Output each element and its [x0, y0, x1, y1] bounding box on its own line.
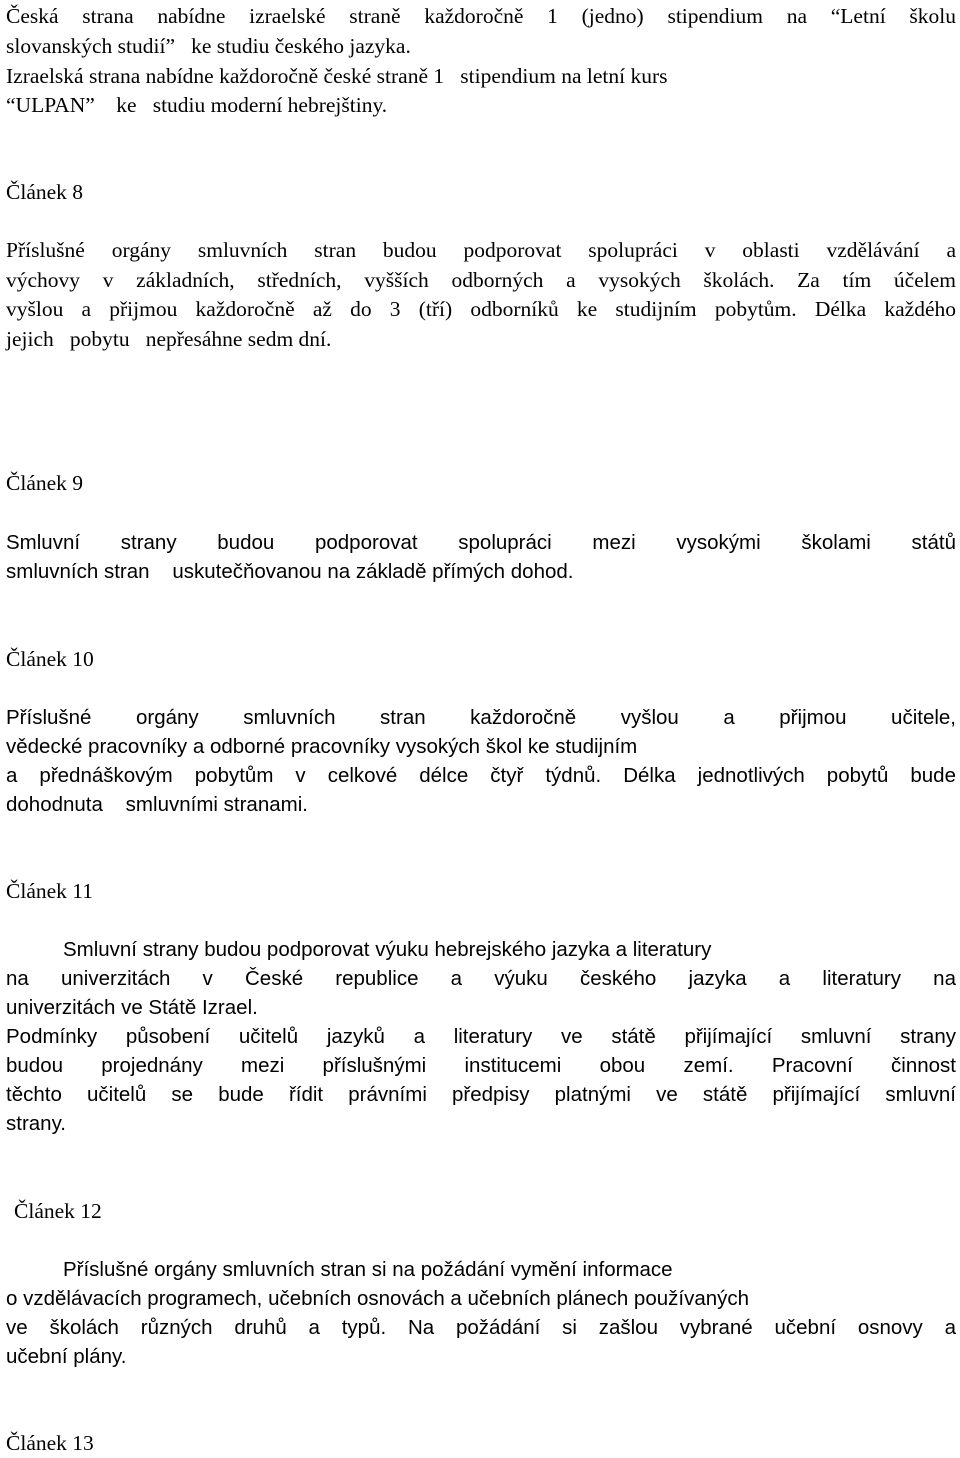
article-12-line-3: ve školách různých druhů a typů. Na požádání si zašlou vybrané učební osnovy a — [6, 1316, 956, 1339]
article-9-heading: Článek 9 — [6, 471, 84, 495]
article-8-heading: Článek 8 — [6, 180, 84, 204]
article-8-line-2: výchovy v základních, středních, vyšších odborných a vysokých školách. Za tím účelem — [6, 268, 956, 292]
article-8-line-1: Příslušné orgány smluvních stran budou podporovat spolupráci v oblasti vzdělávání a — [6, 238, 956, 262]
intro-line-3: Izraelská strana nabídne každoročně české straně 1 stipendium na letní kurs — [6, 64, 668, 88]
article-10-line-3: a přednáškovým pobytům v celkové délce čtyř týdnů. Délka jednotlivých pobytů bude — [6, 764, 956, 787]
intro-line-2: slovanských studií” ke studiu českého jazyka. — [6, 34, 411, 58]
article-11-line-5: budou projednány mezi příslušnými institucemi obou zemí. Pracovní činnost — [6, 1054, 956, 1077]
article-8-line-4: jejich pobytu nepřesáhne sedm dní. — [6, 327, 332, 351]
article-13-heading: Článek 13 — [6, 1431, 94, 1455]
article-10-line-2: vědecké pracovníky a odborné pracovníky vysokých škol ke studijním — [6, 735, 638, 758]
article-11-line-2: na univerzitách v České republice a výuku českého jazyka a literatury na — [6, 967, 956, 990]
article-11-line-6: těchto učitelů se bude řídit právními předpisy platnými ve státě přijímající smluvní — [6, 1083, 956, 1106]
intro-line-1: Česká strana nabídne izraelské straně každoročně 1 (jedno) stipendium na “Letní školu — [6, 4, 956, 28]
article-11-line-7: strany. — [6, 1112, 66, 1135]
article-11-line-1: Smluvní strany budou podporovat výuku hebrejského jazyka a literatury — [6, 938, 712, 961]
intro-line-4: “ULPAN” ke studiu moderní hebrejštiny. — [6, 93, 388, 117]
article-12-line-1: Příslušné orgány smluvních stran si na požádání vymění informace — [6, 1258, 673, 1281]
article-10-heading: Článek 10 — [6, 647, 94, 671]
article-11-heading: Článek 11 — [6, 879, 93, 903]
article-11-line-3: univerzitách ve Státě Izrael. — [6, 996, 258, 1019]
article-10-line-1: Příslušné orgány smluvních stran každoročně vyšlou a přijmou učitele, — [6, 706, 956, 729]
article-12-heading: Článek 12 — [14, 1199, 102, 1223]
article-9-line-1: Smluvní strany budou podporovat spolupráci mezi vysokými školami států — [6, 531, 956, 554]
article-10-line-4: dohodnuta smluvními stranami. — [6, 793, 308, 816]
article-12-line-2: o vzdělávacích programech, učebních osnovách a učebních plánech používaných — [6, 1287, 750, 1310]
article-12-line-4: učební plány. — [6, 1345, 127, 1368]
article-8-line-3: vyšlou a přijmou každoročně až do 3 (tří) odborníků ke studijním pobytům. Délka každého — [6, 297, 956, 321]
article-11-line-4: Podmínky působení učitelů jazyků a literatury ve státě přijímající smluvní strany — [6, 1025, 956, 1048]
article-9-line-2: smluvních stran uskutečňovanou na základě přímých dohod. — [6, 560, 574, 583]
